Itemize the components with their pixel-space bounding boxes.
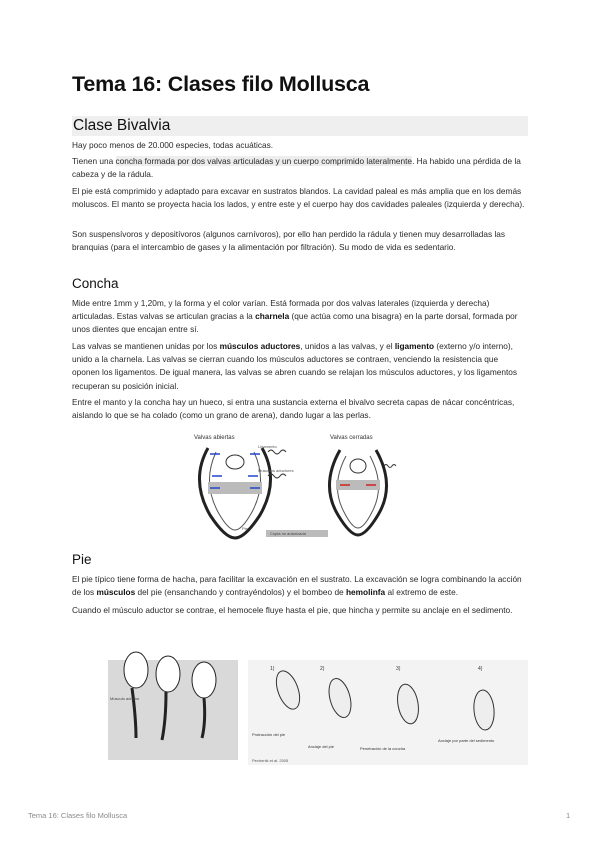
open-adductor <box>226 455 244 469</box>
page-title: Tema 16: Clases filo Mollusca <box>72 72 370 96</box>
label-caption: Copia no autorizada <box>270 531 306 536</box>
label-anclaje: Anclaje del pie <box>308 744 335 749</box>
clam-1 <box>124 652 148 688</box>
spring-3 <box>384 465 396 468</box>
label-extremo: Anclaje por parte del sedimento <box>438 738 495 743</box>
footer-page-number: 1 <box>566 811 571 820</box>
label-musculo-aductor: Músculo aductor <box>110 696 140 701</box>
intro-paragraph-3: El pie está comprimido y adaptado para excavar en sustratos blandos. La cavidad paleal es más amplia que en los demás moluscos. El manto se proyecta hacia los lados, y entre este y el cuerpo hay dos cavidades paleales (izquierda y derecha). <box>72 186 525 210</box>
footer-title: Tema 16: Clases filo Mollusca <box>28 811 128 820</box>
closed-shell-inner <box>337 456 378 528</box>
label-pie: Pie <box>242 526 248 531</box>
label-musculos: Músculos aductores <box>258 468 294 473</box>
label-valvas-abiertas: Valvas abiertas <box>194 435 235 441</box>
intro-paragraph-2: Tienen una concha formada por dos valvas articuladas y un cuerpo comprimido lateralmente. Ha habido una pérdida de la cabeza y de la rádula. <box>72 156 521 180</box>
concha-paragraph-1: Mide entre 1mm y 1,20m, y la forma y el color varían. Está formada por dos valvas laterales (izquierda y derecha) articuladas. Estas valvas se articulan gracias a la charnela (que actúa como una bisagra) en la parte dorsal, formada por unos dientes que encajan entre sí. <box>72 298 518 335</box>
section-heading-bar <box>72 116 528 136</box>
concha-paragraph-3: Entre el manto y la concha hay un hueco, si entra una sustancia externa el bivalvo secreta capas de nácar concéntricas, aislando lo que se ha colado (como un grano de arena), dando lugar a las perlas. <box>72 397 515 421</box>
pie-paragraph-1: El pie típico tiene forma de hacha, para facilitar la excavación en el sustrato. La excavación se logra combinando la acción de los músculos del pie (ensanchando y contrayéndolos) y el bombeo de hemolinfa al extremo de este. <box>72 574 522 598</box>
clam-3 <box>192 662 216 698</box>
label-step-4: 4) <box>478 666 483 672</box>
closed-adductor <box>350 459 366 473</box>
label-valvas-cerradas: Valvas cerradas <box>330 435 373 441</box>
pie-figure <box>108 640 528 765</box>
spring-1 <box>268 450 286 454</box>
intro-paragraph-1: Hay poco menos de 20.000 especies, todas acuáticas. <box>72 140 274 150</box>
valvas-figure <box>180 430 420 540</box>
label-penetracion: Penetración de la concha <box>360 746 406 751</box>
label-step-3: 3) <box>396 666 401 672</box>
clam-2 <box>156 656 180 692</box>
label-step-2: 2) <box>320 666 325 672</box>
intro-paragraph-4: Son suspensívoros y depositívoros (algunos carnívoros), por ello han perdido la rádula y tienen muy desarrolladas las branquias (para el intercambio de gases y la alimentación por filtración). Su modo de vida es sedentario. <box>72 229 506 253</box>
concha-paragraph-2: Las valvas se mantienen unidas por los músculos aductores, unidos a las valvas, y el ligamento (externo y/o interno), unido a la charnela. Las valvas se cierran cuando los músculos aductores se contraen, venciendo la resistencia que oponen los ligamentos. De igual manera, las valvas se abren cuando se relajan los músculos aductores, y los ligamentos recuperan su posición inicial. <box>72 341 518 391</box>
label-ligamento: Ligamento <box>258 444 277 449</box>
concha-heading: Concha <box>72 276 119 291</box>
pie-heading: Pie <box>72 552 92 567</box>
label-step-1: 1) <box>270 666 275 672</box>
section-heading: Clase Bivalvia <box>73 117 171 134</box>
label-credit: Pechenik et al. 2005 <box>252 758 289 763</box>
pie-paragraph-2: Cuando el músculo aductor se contrae, el hemocele fluye hasta el pie, que hincha y permite su anclaje en el sedimento. <box>72 605 513 615</box>
highlight: concha formada por dos valvas articuladas y un cuerpo comprimido lateralmente <box>115 156 413 166</box>
label-protraccion: Protracción del pie <box>252 732 286 737</box>
